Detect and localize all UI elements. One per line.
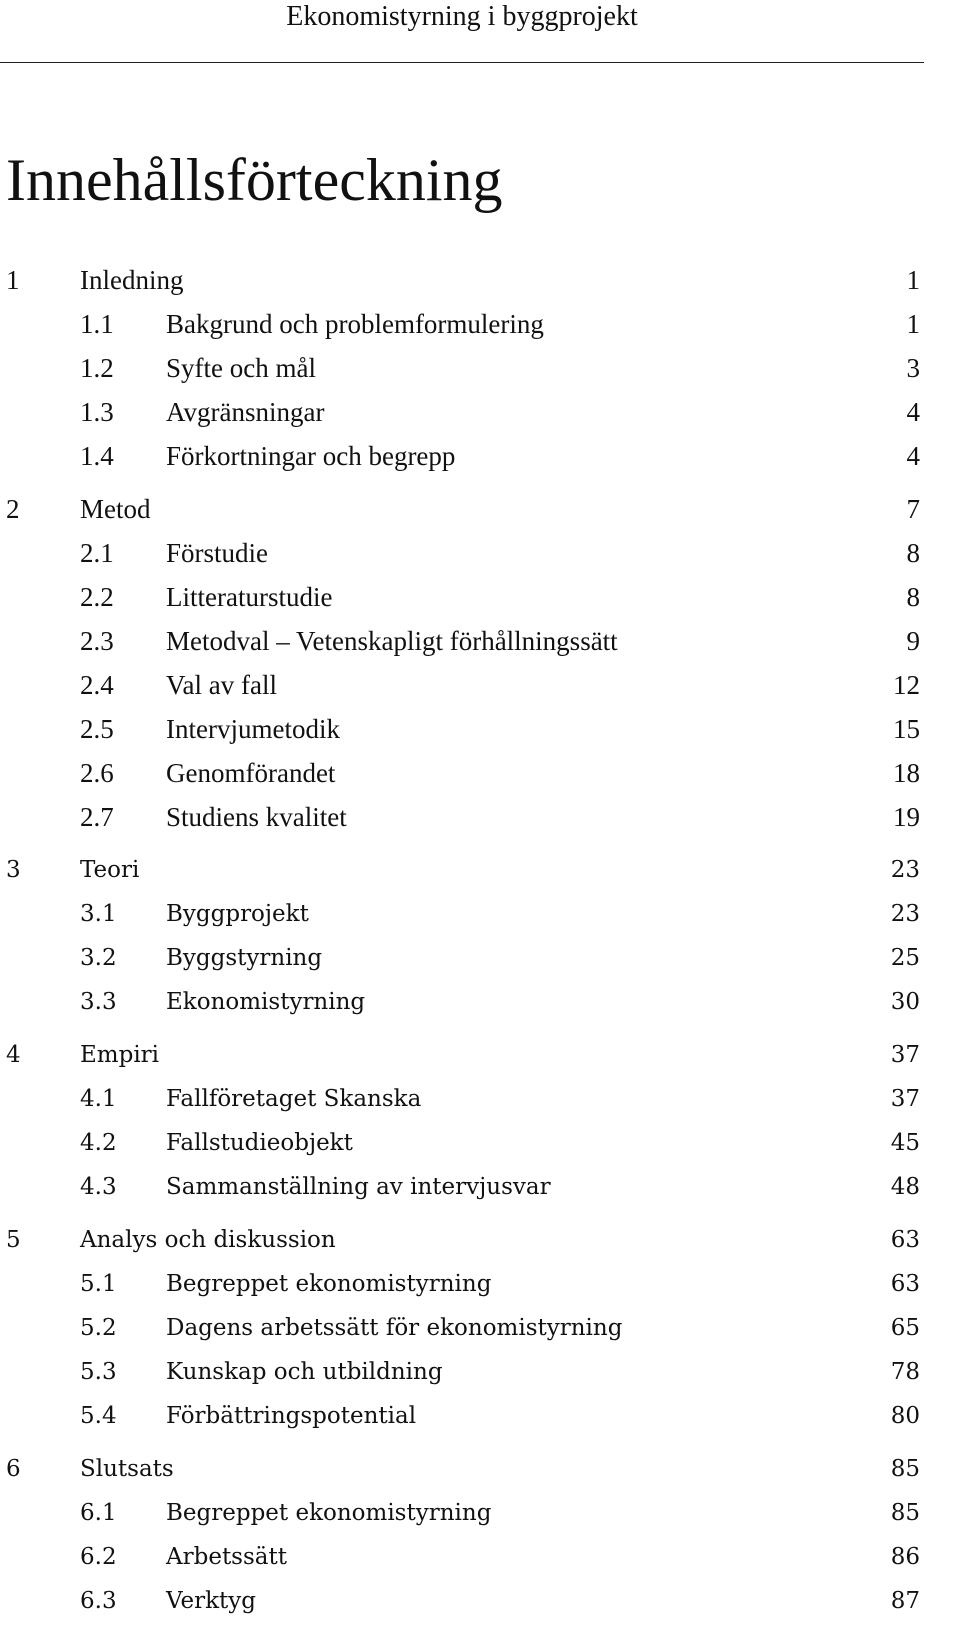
entry-page-number: 23 <box>890 901 920 927</box>
entry-title: Förstudie <box>166 538 269 568</box>
entry-number: 2.1 <box>80 538 114 568</box>
toc-section-entry[interactable] <box>0 346 960 390</box>
entry-title: Verktyg <box>166 1588 257 1614</box>
entry-title: Intervjumetodik <box>166 714 340 744</box>
toc-section-entry[interactable] <box>0 1394 960 1438</box>
toc-section-entry[interactable] <box>0 795 960 839</box>
entry-page-number: 7 <box>906 494 920 524</box>
entry-title: Metodval – Vetenskapligt förhållningssätt <box>166 626 618 656</box>
entry-title: Fallföretaget Skanska <box>166 1086 422 1112</box>
toc-section-entry[interactable] <box>0 1579 960 1623</box>
entry-number: 2.4 <box>80 670 114 700</box>
toc-section-entry[interactable] <box>0 980 960 1024</box>
entry-title: Förkortningar och begrepp <box>166 441 456 471</box>
entry-page-number: 65 <box>890 1315 920 1341</box>
entry-page-number: 85 <box>890 1456 920 1482</box>
entry-number: 4.1 <box>80 1086 117 1112</box>
entry-number: 5.2 <box>80 1315 117 1341</box>
entry-page-number: 12 <box>893 670 920 700</box>
entry-title: Slutsats <box>80 1456 174 1482</box>
toc-section-entry[interactable] <box>0 663 960 707</box>
entry-number: 5 <box>6 1227 21 1253</box>
entry-title: Metod <box>80 494 151 524</box>
entry-page-number: 85 <box>890 1500 920 1526</box>
entry-number: 4.2 <box>80 1130 117 1156</box>
entry-page-number: 63 <box>890 1271 920 1297</box>
entry-title: Inledning <box>80 265 184 295</box>
toc-chapter-entry[interactable] <box>0 1033 960 1077</box>
entry-page-number: 1 <box>906 265 920 295</box>
entry-title: Dagens arbetssätt för ekonomistyrning <box>166 1315 623 1341</box>
toc-section-entry[interactable] <box>0 1306 960 1350</box>
entry-number: 1.2 <box>80 353 114 383</box>
entry-title: Byggstyrning <box>166 945 323 971</box>
toc-section-entry[interactable] <box>0 707 960 751</box>
entry-page-number: 37 <box>890 1086 920 1112</box>
toc-section-entry[interactable] <box>0 1077 960 1121</box>
toc-section-entry[interactable] <box>0 575 960 619</box>
entry-page-number: 25 <box>890 945 920 971</box>
entry-title: Bakgrund och problemformulering <box>166 309 544 339</box>
entry-page-number: 18 <box>893 758 920 788</box>
entry-page-number: 86 <box>890 1544 920 1570</box>
entry-number: 2.3 <box>80 626 114 656</box>
entry-title: Byggprojekt <box>166 901 309 927</box>
toc-section-entry[interactable] <box>0 619 960 663</box>
entry-number: 5.1 <box>80 1271 117 1297</box>
entry-title: Kunskap och utbildning <box>166 1359 443 1385</box>
toc-section-entry[interactable] <box>0 531 960 575</box>
entry-number: 1 <box>6 265 20 295</box>
entry-title: Begreppet ekonomistyrning <box>166 1271 492 1297</box>
entry-title: Sammanställning av intervjusvar <box>166 1174 551 1200</box>
running-header: Ekonomistyrning i byggprojekt <box>0 0 924 63</box>
entry-page-number: 80 <box>890 1403 920 1429</box>
entry-page-number: 9 <box>906 626 920 656</box>
toc-section-entry[interactable] <box>0 302 960 346</box>
toc-section-entry[interactable] <box>0 1165 960 1209</box>
entry-number: 3.2 <box>80 945 117 971</box>
entry-title: Genomförandet <box>166 758 336 788</box>
entry-title: Förbättringspotential <box>166 1403 417 1429</box>
entry-title: Studiens kvalitet <box>166 802 347 832</box>
entry-page-number: 3 <box>906 353 920 383</box>
entry-number: 3 <box>6 857 21 883</box>
toc-section-entry[interactable] <box>0 1121 960 1165</box>
toc-chapter-entry[interactable] <box>0 848 960 892</box>
entry-title: Syfte och mål <box>166 353 316 383</box>
entry-page-number: 4 <box>906 441 920 471</box>
entry-page-number: 1 <box>906 309 920 339</box>
entry-title: Ekonomistyrning <box>166 989 366 1015</box>
toc-section-entry[interactable] <box>0 434 960 478</box>
toc-section-entry[interactable] <box>0 751 960 795</box>
toc-section-entry[interactable] <box>0 1535 960 1579</box>
entry-title: Teori <box>80 857 140 883</box>
toc-chapter-entry[interactable] <box>0 258 960 302</box>
entry-page-number: 87 <box>890 1588 920 1614</box>
entry-page-number: 45 <box>890 1130 920 1156</box>
toc-section-entry[interactable] <box>0 1491 960 1535</box>
entry-page-number: 15 <box>893 714 920 744</box>
entry-number: 1.1 <box>80 309 114 339</box>
entry-title: Analys och diskussion <box>80 1227 336 1253</box>
entry-number: 2.5 <box>80 714 114 744</box>
entry-page-number: 37 <box>890 1042 920 1068</box>
entry-number: 6.3 <box>80 1588 117 1614</box>
toc-section-entry[interactable] <box>0 1350 960 1394</box>
page-title: Innehållsförteckning <box>6 147 503 213</box>
entry-title: Litteraturstudie <box>166 582 333 612</box>
entry-page-number: 23 <box>890 857 920 883</box>
entry-page-number: 48 <box>890 1174 920 1200</box>
entry-page-number: 19 <box>893 802 920 832</box>
entry-number: 2 <box>6 494 20 524</box>
entry-page-number: 8 <box>906 582 920 612</box>
entry-page-number: 8 <box>906 538 920 568</box>
entry-title: Arbetssätt <box>166 1544 287 1570</box>
entry-number: 6.2 <box>80 1544 117 1570</box>
entry-number: 1.4 <box>80 441 114 471</box>
entry-title: Fallstudieobjekt <box>166 1130 353 1156</box>
entry-title: Empiri <box>80 1042 160 1068</box>
toc-section-entry[interactable] <box>0 936 960 980</box>
entry-number: 5.4 <box>80 1403 117 1429</box>
entry-number: 2.6 <box>80 758 114 788</box>
entry-title: Begreppet ekonomistyrning <box>166 1500 492 1526</box>
toc-section-entry[interactable] <box>0 892 960 936</box>
entry-number: 5.3 <box>80 1359 117 1385</box>
entry-page-number: 78 <box>890 1359 920 1385</box>
entry-title: Val av fall <box>166 670 277 700</box>
toc-section-entry[interactable] <box>0 1262 960 1306</box>
entry-number: 3.1 <box>80 901 117 927</box>
entry-page-number: 4 <box>906 397 920 427</box>
table-of-contents <box>0 258 960 1623</box>
entry-number: 2.7 <box>80 802 114 832</box>
toc-chapter-entry[interactable] <box>0 487 960 531</box>
entry-number: 6 <box>6 1456 21 1482</box>
entry-number: 3.3 <box>80 989 117 1015</box>
entry-number: 6.1 <box>80 1500 117 1526</box>
entry-number: 2.2 <box>80 582 114 612</box>
entry-number: 4.3 <box>80 1174 117 1200</box>
toc-section-entry[interactable] <box>0 390 960 434</box>
entry-page-number: 30 <box>890 989 920 1015</box>
toc-chapter-entry[interactable] <box>0 1447 960 1491</box>
entry-number: 4 <box>6 1042 21 1068</box>
entry-number: 1.3 <box>80 397 114 427</box>
toc-chapter-entry[interactable] <box>0 1218 960 1262</box>
entry-title: Avgränsningar <box>166 397 325 427</box>
entry-page-number: 63 <box>890 1227 920 1253</box>
